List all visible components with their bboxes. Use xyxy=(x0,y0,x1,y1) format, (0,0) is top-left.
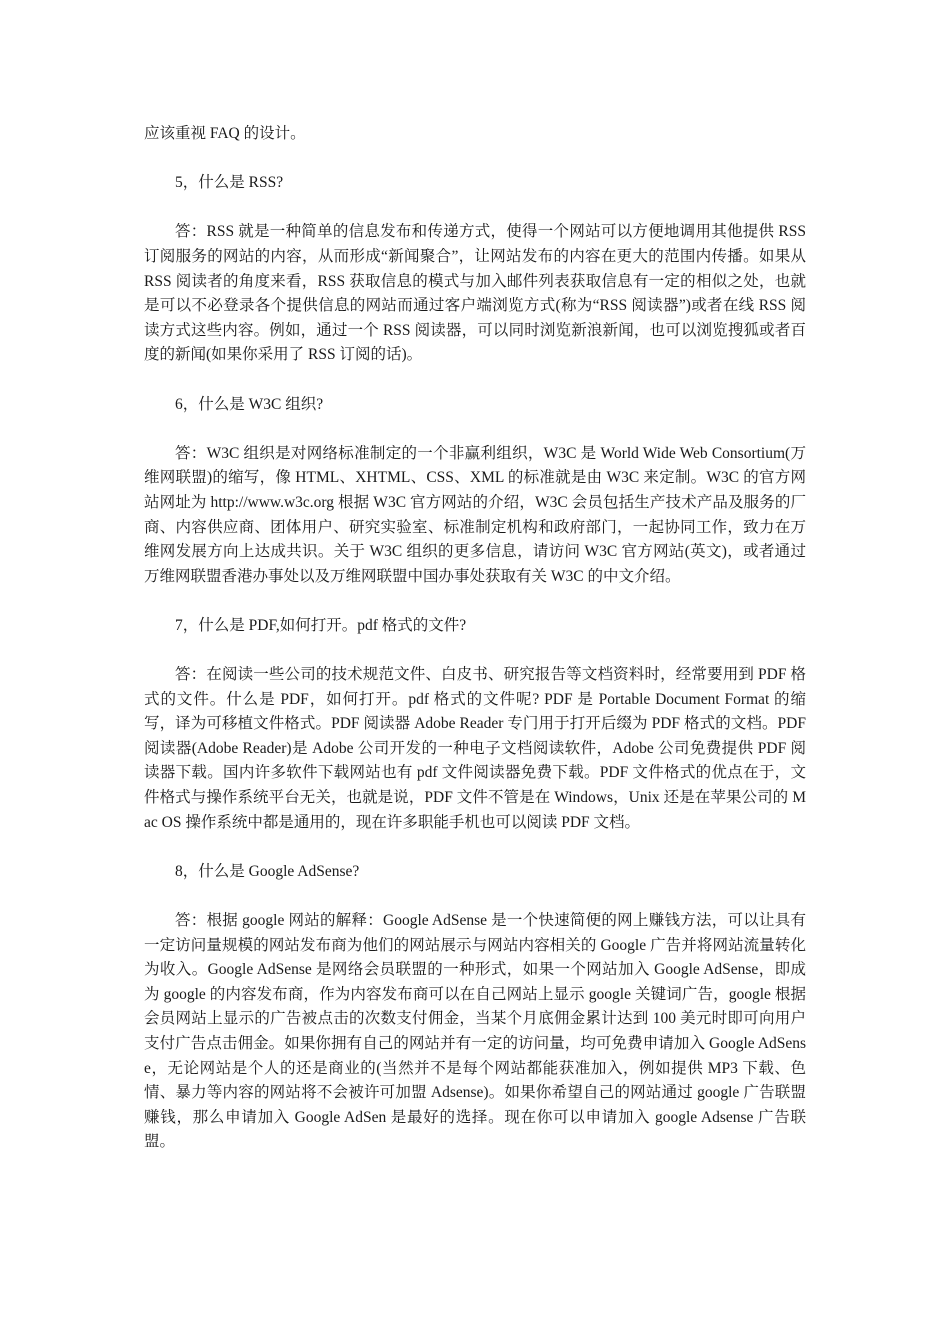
faq-section-rss xyxy=(144,171,806,368)
intro-paragraph: 应该重视 FAQ 的设计。 xyxy=(144,125,306,142)
faq-answer: 答：根据 google 网站的解释：Google AdSense 是一个快速简便的网上赚钱方法，可以让具有一定访问量规模的网站发布商为他们的网站展示与网站内容相关的 Google 广告并将网站流量转化为收入。Google AdSense 是网络会员联盟的一种形式，如果一个网站加入 Google AdSense，即成为 google 的内容发布商，作为内容发布商可以在自己网站上显示 google 关键词广告，google 根据会员网站上显示的广告被点击的次数支付佣金，当某个月底佣金累计达到 100 美元时即可向用户支付广告点击佣金。如果你拥有自己的网站并有一定的访问量，均可免费申请加入 Google AdSense，无论网站是个人的还是商业的(当然并不是每个网站都能获准加入，例如提供 MP3 下载、色情、暴力等内容的网站将不会被许可加盟 Adsense)。如果你希望自己的网站通过 google 广告联盟赚钱，那么申请加入 Google AdSen 是最好的选择。现在你可以申请加入 google Adsense 广告联盟。 xyxy=(144,912,806,1151)
document-page xyxy=(144,122,806,1180)
faq-section-w3c xyxy=(144,393,806,590)
faq-question: 6，什么是 W3C 组织? xyxy=(175,395,324,413)
faq-question: 8，什么是 Google AdSense? xyxy=(175,862,360,880)
faq-section-pdf xyxy=(144,614,806,835)
faq-answer: 答：RSS 就是一种简单的信息发布和传递方式，使得一个网站可以方便地调用其他提供 RSS 订阅服务的网站的内容，从而形成“新闻聚合”，让网站发布的内容在更大的范围内传播。如果从 RSS 阅读者的角度来看，RSS 获取信息的模式与加入邮件列表获取信息有一定的相似之处，也就是可以不必登录各个提供信息的网站而通过客户端浏览方式(称为“RSS 阅读器”)或者在线 RSS 阅读方式这些内容。例如，通过一个 RSS 阅读器，可以同时浏览新浪新闻，也可以浏览搜狐或者百度的新闻(如果你采用了 RSS 订阅的话)。 xyxy=(144,223,806,364)
faq-answer: 答：在阅读一些公司的技术规范文件、白皮书、研究报告等文档资料时，经常要用到 PDF 格式的文件。什么是 PDF，如何打开。pdf 格式的文件呢? PDF 是 Portable Document Format 的缩写，译为可移植文件格式。PDF 阅读器 Adobe Reader 专门用于打开后缀为 PDF 格式的文档。PDF 阅读器(Adobe Reader)是 Adobe 公司开发的一种电子文档阅读软件，Adobe 公司免费提供 PDF 阅读器下载。国内许多软件下载网站也有 pdf 文件阅读器免费下载。PDF 文件格式的优点在于，文件格式与操作系统平台无关，也就是说，PDF 文件不管是在 Windows，Unix 还是在苹果公司的 Mac OS 操作系统中都是通用的，现在许多职能手机也可以阅读 PDF 文档。 xyxy=(144,666,806,831)
faq-question: 7，什么是 PDF,如何打开。pdf 格式的文件? xyxy=(175,616,467,634)
faq-question: 5，什么是 RSS? xyxy=(175,174,284,192)
faq-answer: 答：W3C 组织是对网络标准制定的一个非赢利组织，W3C 是 World Wide Web Consortium(万维网联盟)的缩写，像 HTML、XHTML、CSS、XML 的标准就是由 W3C 来定制。W3C 的官方网站网址为 http://www.w3c.org 根据 W3C 官方网站的介绍，W3C 会员包括生产技术产品及服务的厂商、内容供应商、团体用户、研究实验室、标准制定机构和政府部门，一起协同工作，致力在万维网发展方向上达成共识。关于 W3C 组织的更多信息，请访问 W3C 官方网站(英文)，或者通过万维网联盟香港办事处以及万维网联盟中国办事处获取有关 W3C 的中文介绍。 xyxy=(144,444,806,585)
faq-section-adsense xyxy=(144,860,806,1155)
